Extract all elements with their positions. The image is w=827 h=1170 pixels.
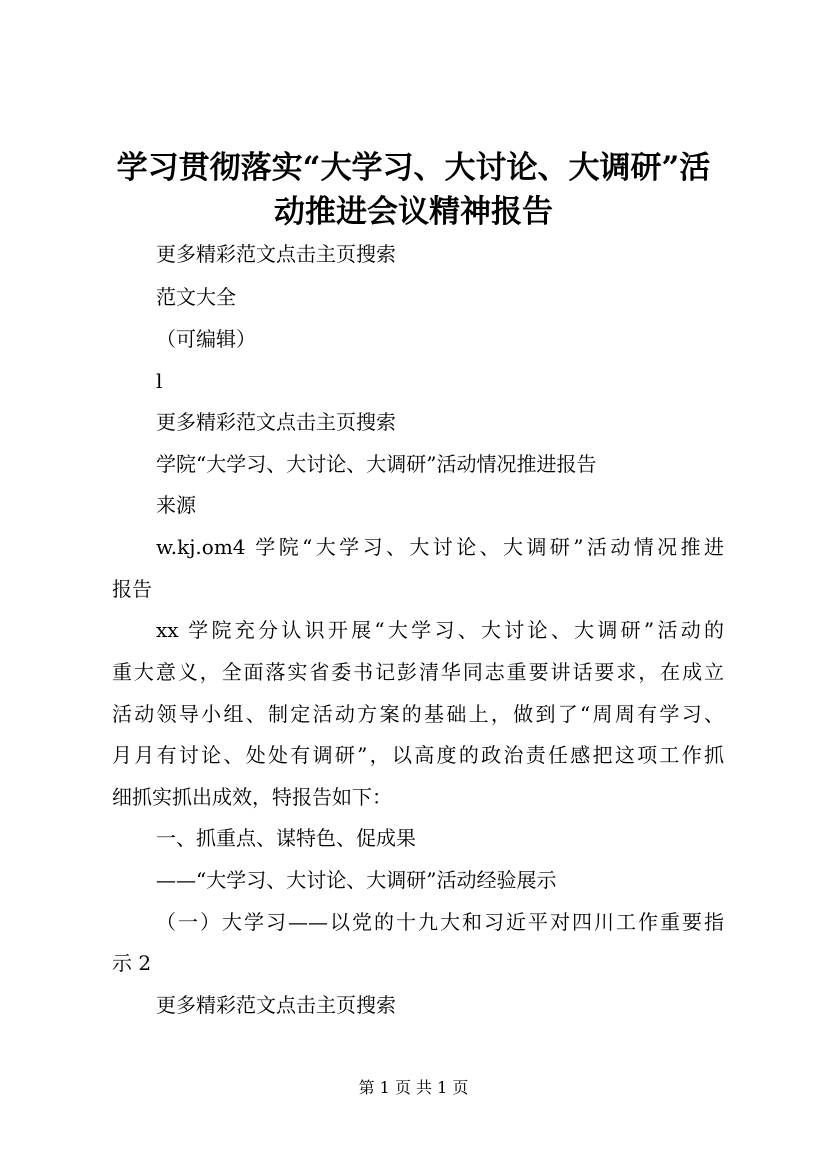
page-footer: 第 1 页 共 1 页 <box>358 1078 469 1097</box>
promo-line: 更多精彩范文点击主页搜索 <box>156 242 396 266</box>
collection-line: 范文大全 <box>156 285 236 309</box>
promo-line: 更多精彩范文点击主页搜索 <box>156 410 396 434</box>
promo-line: 更多精彩范文点击主页搜索 <box>156 993 396 1017</box>
subsection-line: 示 2 <box>112 951 152 975</box>
source-paragraph-line: 报告 <box>112 577 152 601</box>
subsection-line: （一）大学习——以党的十九大和习近平对四川工作重要指 <box>156 910 724 934</box>
section-subheading: ——“大学习、大讨论、大调研”活动经验展示 <box>156 868 557 892</box>
editable-note: （可编辑） <box>156 327 256 351</box>
source-label: 来源 <box>156 493 196 517</box>
body-paragraph-line: 细抓实抓出成效，特报告如下： <box>112 785 392 809</box>
body-paragraph-line: 重大意义，全面落实省委书记彭清华同志重要讲话要求，在成立 <box>112 660 724 684</box>
body-paragraph-line: xx 学院充分认识开展“大学习、大讨论、大调研”活动的 <box>156 618 724 642</box>
stray-character: l <box>156 369 163 393</box>
document-title-line-1: 学习贯彻落实“大学习、大讨论、大调研”活 <box>116 150 711 186</box>
source-paragraph-line: w.kj.om4 学院“大学习、大讨论、大调研”活动情况推进 <box>156 535 724 559</box>
section-heading: 一、抓重点、谋特色、促成果 <box>156 826 416 850</box>
report-subtitle: 学院“大学习、大讨论、大调研”活动情况推进报告 <box>156 452 597 476</box>
document-title-line-2: 动推进会议精神报告 <box>274 194 553 230</box>
body-paragraph-line: 活动领导小组、制定活动方案的基础上，做到了“周周有学习、 <box>112 702 724 726</box>
body-paragraph-line: 月月有讨论、处处有调研”，以高度的政治责任感把这项工作抓 <box>112 743 724 767</box>
